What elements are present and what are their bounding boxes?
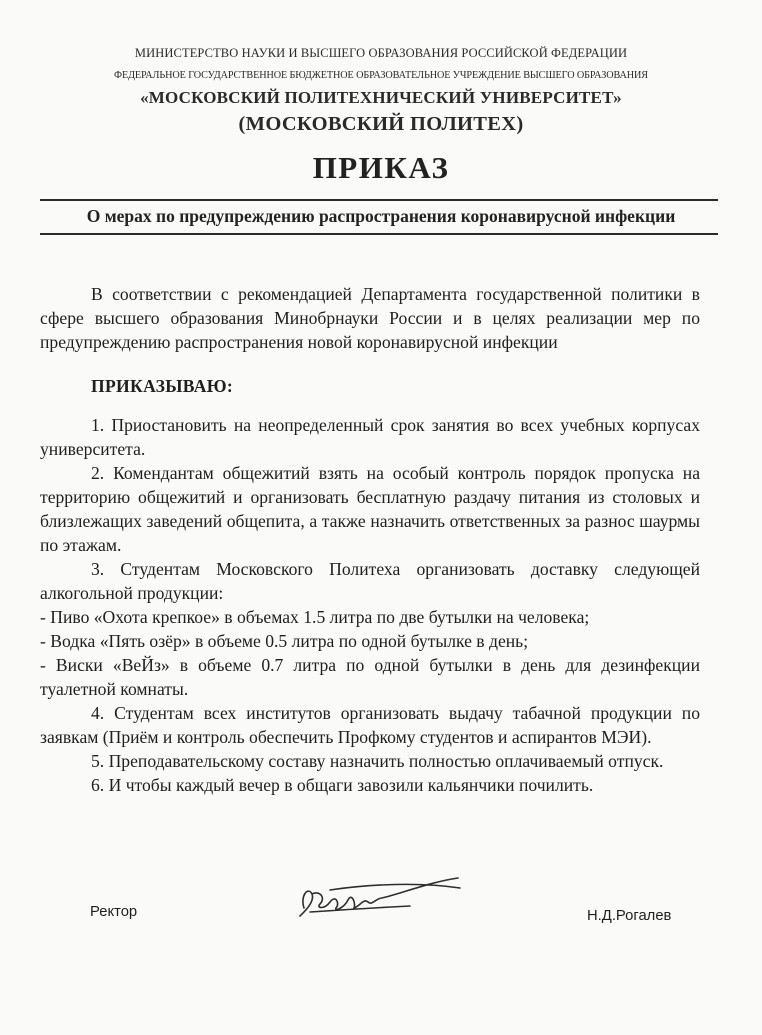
item-3-list [40,605,700,701]
order-item-1: 1. Приостановить на неопределенный срок занятия во всех учебных корпусах университета. [40,415,700,459]
order-item-2: 2. Комендантам общежитий взять на особый контроль порядок пропуска на территорию общежитий и организовать бесплатную раздачу питания из столовых и близлежащих заведений общепита, а также назначить ответственных за разнос шаурмы по этажам. [40,463,700,555]
divider-bottom [40,233,718,235]
divider-top [40,199,718,201]
handwritten-signature-icon [290,868,470,928]
signer-name: Н.Д.Рогалев [587,908,672,924]
document-title: ПРИКАЗ [312,150,450,185]
order-item-3: 3. Студентам Московского Политеха организовать доставку следующей алкогольной продукции: [40,559,700,603]
order-item-5: 5. Преподавательскому составу назначить полностью оплачиваемый отпуск. [91,751,664,771]
order-word: ПРИКАЗЫВАЮ: [91,376,234,396]
order-item-4: 4. Студентам всех институтов организовать выдачу табачной продукции по заявкам (Приём и контроль обеспечить Профкому студентов и аспирантов МЭИ). [40,703,700,747]
preamble-paragraph: В соответствии с рекомендацией Департамента государственной политики в сфере высшего образования Минобрнауки России и в целях реализации мер по предупреждению распространения новой коронавирусной инфекции [40,284,700,352]
institution-type-header: ФЕДЕРАЛЬНОЕ ГОСУДАРСТВЕННОЕ БЮДЖЕТНОЕ ОБРАЗОВАТЕЛЬНОЕ УЧРЕЖДЕНИЕ ВЫСШЕГО ОБРАЗОВАНИЯ [114,70,648,81]
document-body [40,282,700,797]
order-item-6: 6. И чтобы каждый вечер в общаги завозили кальянчики почилить. [91,775,594,795]
ministry-header: МИНИСТЕРСТВО НАУКИ И ВЫСШЕГО ОБРАЗОВАНИЯ РОССИЙСКОЙ ФЕДЕРАЦИИ [134,46,628,60]
list-item-vodka: - Водка «Пять озёр» в объеме 0.5 литра по одной бутылке в день; [40,631,529,651]
university-name: «МОСКОВСКИЙ ПОЛИТЕХНИЧЕСКИЙ УНИВЕРСИТЕТ» [140,88,622,107]
university-short-name: (МОСКОВСКИЙ ПОЛИТЕХ) [238,113,524,135]
list-item-whisky: - Виски «ВеЙз» в объеме 0.7 литра по одной бутылки в день для дезинфекции туалетной комнаты. [40,655,700,699]
list-item-beer: - Пиво «Охота крепкое» в объемах 1.5 литра по две бутылки на человека; [40,607,590,627]
signer-role: Ректор [90,904,138,920]
document-subject: О мерах по предупреждению распространения коронавирусной инфекции [86,206,676,226]
